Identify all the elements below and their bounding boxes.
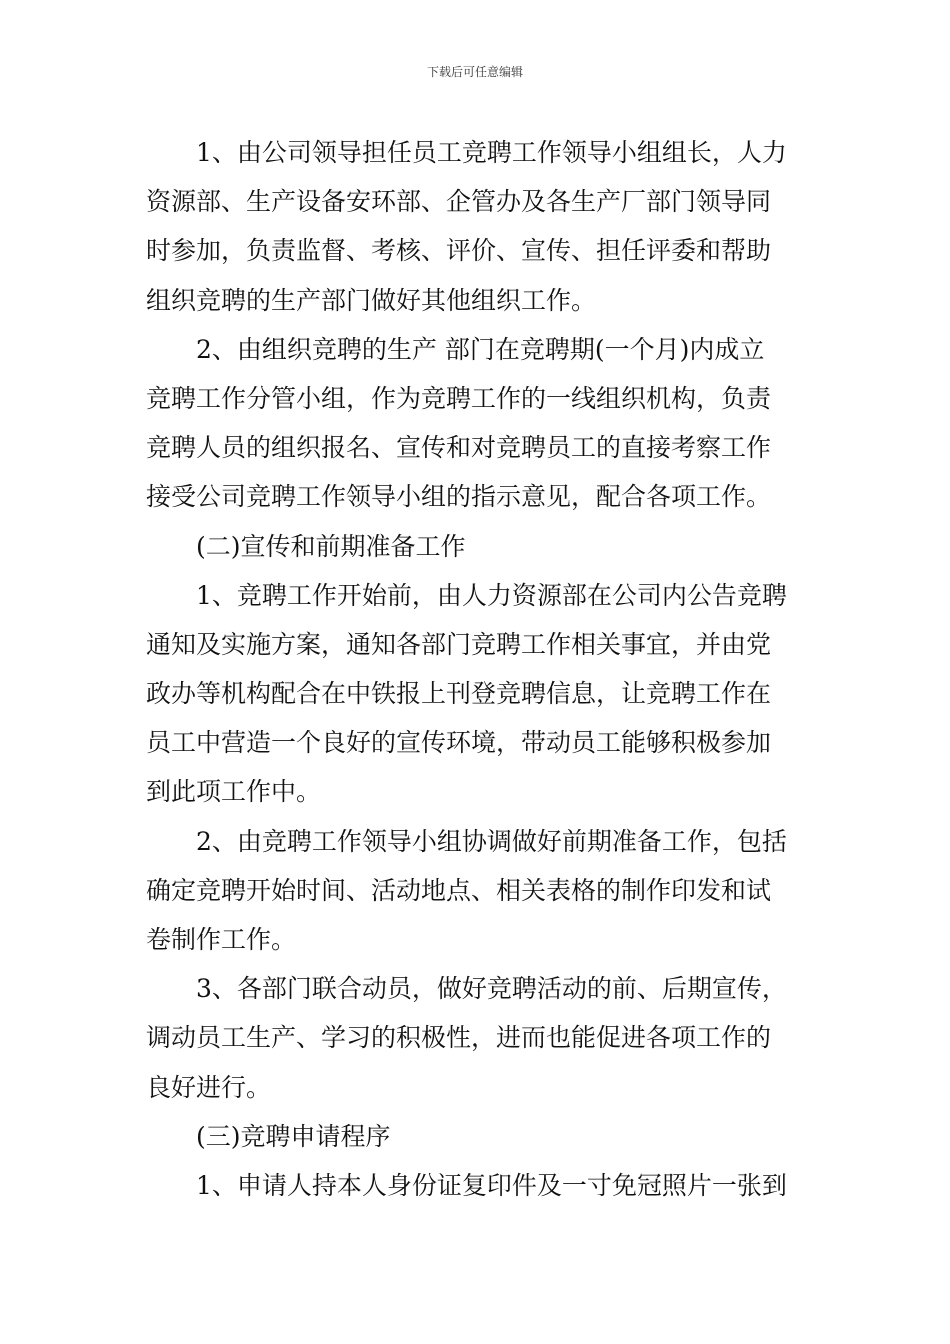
text-line: 1、申请人持本人身份证复印件及一寸免冠照片一张到	[196, 1170, 787, 1200]
text-line: 时参加，负责监督、考核、评价、宣传、担任评委和帮助	[146, 236, 772, 266]
text-line: 确定竞聘开始时间、活动地点、相关表格的制作印发和试	[146, 875, 772, 905]
text-line: 政办等机构配合在中铁报上刊登竞聘信息，让竞聘工作在	[146, 679, 772, 709]
text-line: 2、由竞聘工作领导小组协调做好前期准备工作，包括	[196, 826, 787, 856]
text-line: 员工中营造一个良好的宣传环境，带动员工能够积极参加	[146, 728, 772, 758]
text-line: 到此项工作中。	[146, 777, 322, 807]
text-line: (三)竞聘申请程序	[196, 1121, 391, 1151]
text-line: 接受公司竞聘工作领导小组的指示意见，配合各项工作。	[146, 482, 772, 512]
text-line: 组织竞聘的生产部门做好其他组织工作。	[146, 285, 597, 315]
text-line: 调动员工生产、学习的积极性，进而也能促进各项工作的	[146, 1023, 772, 1053]
page-header: 下载后可任意编辑	[426, 65, 523, 79]
text-line: 3、各部门联合动员，做好竞聘活动的前、后期宣传，	[196, 974, 787, 1004]
text-line: 1、竞聘工作开始前，由人力资源部在公司内公告竞聘	[196, 580, 787, 610]
text-line: 通知及实施方案，通知各部门竞聘工作相关事宜，并由党	[146, 629, 772, 659]
text-line: 卷制作工作。	[146, 925, 297, 954]
text-line: 良好进行。	[146, 1072, 272, 1102]
text-line: 2、由组织竞聘的生产 部门在竞聘期(一个月)内成立	[196, 334, 765, 364]
text-line: 竞聘工作分管小组，作为竞聘工作的一线组织机构，负责	[146, 383, 772, 413]
text-line: 竞聘人员的组织报名、宣传和对竞聘员工的直接考察工作	[146, 433, 772, 463]
text-line: 资源部、生产设备安环部、企管办及各生产厂部门领导同	[146, 187, 772, 217]
document-body	[146, 128, 806, 1210]
text-line: (二)宣传和前期准备工作	[196, 531, 466, 561]
text-line: 1、由公司领导担任员工竞聘工作领导小组组长，人力	[196, 138, 787, 167]
